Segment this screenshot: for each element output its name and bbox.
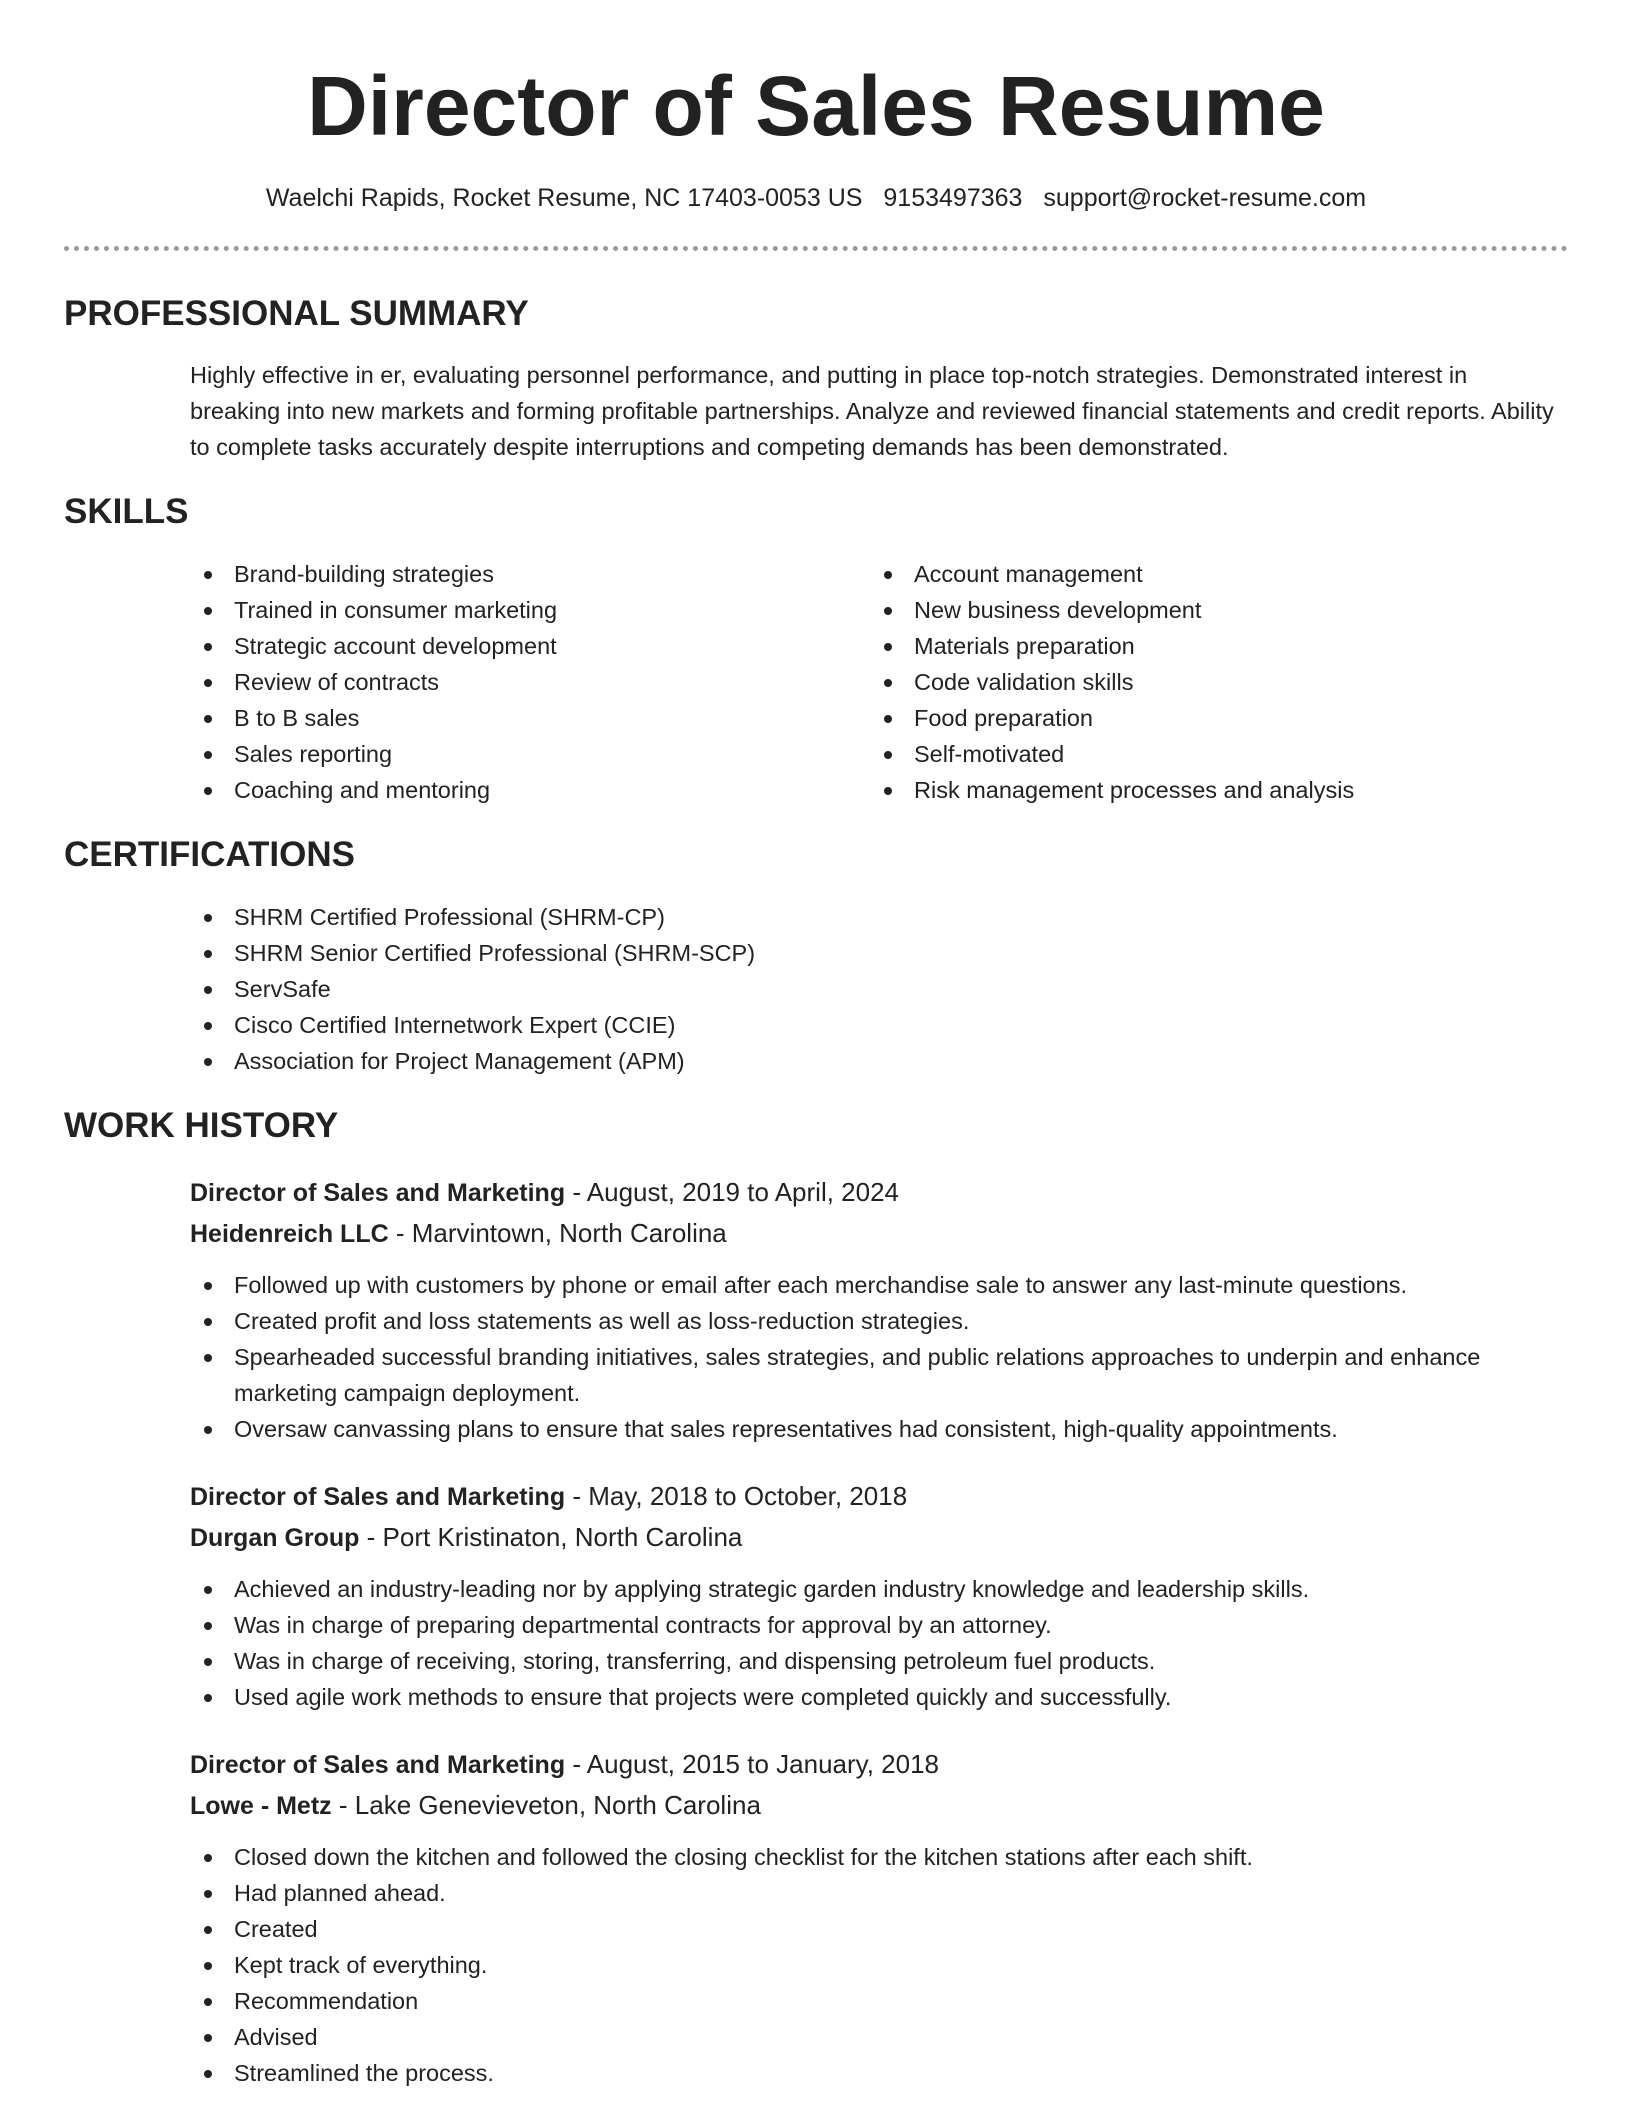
- job-bullet: Followed up with customers by phone or email after each merchandise sale to answer any last-minute questions.: [190, 1267, 1580, 1303]
- page-title: Director of Sales Resume: [307, 59, 1325, 153]
- job-entry: [190, 1173, 1568, 1447]
- job-title: Director of Sales and Marketing: [190, 1179, 566, 1207]
- skill-item: Review of contracts: [190, 664, 870, 700]
- certification-item: SHRM Senior Certified Professional (SHRM-SCP): [190, 935, 1568, 971]
- job-bullet: Created profit and loss statements as well as loss-reduction strategies.: [190, 1303, 1580, 1339]
- certification-item: ServSafe: [190, 971, 1568, 1007]
- job-bullet: Achieved an industry-leading nor by applying strategic garden industry knowledge and leadership skills.: [190, 1571, 1580, 1607]
- contact-email: support@rocket-resume.com: [1043, 184, 1367, 212]
- contact-address: Waelchi Rapids, Rocket Resume, NC 17403-0053 US: [265, 184, 863, 212]
- summary-text: Highly effective in er, evaluating personnel performance, and putting in place top-notch strategies. Demonstrated interest in breaking into new markets and forming profitable partnerships. Analyze and reviewed financial statements and credit reports. Ability to complete tasks accurately despite interruptions and competing demands has been demonstrated.: [190, 362, 1554, 460]
- job-bullet: Streamlined the process.: [190, 2055, 1580, 2091]
- job-company: Heidenreich LLC: [190, 1220, 389, 1248]
- job-bullet: Used agile work methods to ensure that projects were completed quickly and successfully.: [190, 1679, 1580, 1715]
- job-bullet: Was in charge of receiving, storing, transferring, and dispensing petroleum fuel products.: [190, 1643, 1580, 1679]
- certification-item: Association for Project Management (APM): [190, 1043, 1568, 1079]
- job-dates: - August, 2019 to April, 2024: [565, 1177, 900, 1207]
- job-entry: [190, 1745, 1568, 2091]
- job-bullet: Spearheaded successful branding initiatives, sales strategies, and public relations approaches to underpin and enhance marketing campaign deployment.: [190, 1339, 1580, 1411]
- job-bullet: Closed down the kitchen and followed the closing checklist for the kitchen stations after each shift.: [190, 1839, 1580, 1875]
- skill-item: Risk management processes and analysis: [870, 772, 1550, 808]
- skill-item: Food preparation: [870, 700, 1550, 736]
- summary-heading: PROFESSIONAL SUMMARY: [64, 294, 529, 333]
- job-title-line: [190, 1173, 1568, 1212]
- job-bullets: [190, 1571, 1580, 1715]
- job-title: Director of Sales and Marketing: [190, 1483, 566, 1511]
- skill-item: Materials preparation: [870, 628, 1550, 664]
- skills-list-right: [870, 556, 1550, 808]
- job-company: Lowe - Metz: [190, 1792, 332, 1820]
- skills-list-left: [190, 556, 870, 808]
- skill-item: B to B sales: [190, 700, 870, 736]
- skill-item: Sales reporting: [190, 736, 870, 772]
- job-dates: - August, 2015 to January, 2018: [565, 1749, 939, 1779]
- contact-phone: 9153497363: [883, 184, 1023, 212]
- job-bullet: Had planned ahead.: [190, 1875, 1580, 1911]
- skill-item: Trained in consumer marketing: [190, 592, 870, 628]
- job-dates: - May, 2018 to October, 2018: [565, 1481, 908, 1511]
- job-bullet: Advised: [190, 2019, 1580, 2055]
- job-bullet: Created: [190, 1911, 1580, 1947]
- header-divider: [64, 246, 1568, 251]
- job-location: - Port Kristinaton, North Carolina: [359, 1522, 743, 1552]
- job-bullets: [190, 1267, 1580, 1447]
- job-bullets: [190, 1839, 1580, 2091]
- skill-item: Code validation skills: [870, 664, 1550, 700]
- certification-item: SHRM Certified Professional (SHRM-CP): [190, 899, 1568, 935]
- job-bullet: Oversaw canvassing plans to ensure that sales representatives had consistent, high-quality appointments.: [190, 1411, 1580, 1447]
- skills-columns: [64, 556, 1568, 808]
- certifications-heading: CERTIFICATIONS: [64, 835, 356, 874]
- skill-item: New business development: [870, 592, 1550, 628]
- skill-item: Brand-building strategies: [190, 556, 870, 592]
- work-history-heading: WORK HISTORY: [64, 1106, 339, 1145]
- skill-item: Strategic account development: [190, 628, 870, 664]
- job-company-line: [190, 1518, 1568, 1557]
- contact-line: [64, 182, 1568, 214]
- skills-heading: SKILLS: [64, 492, 189, 531]
- job-entry: [190, 1477, 1568, 1715]
- job-title-line: [190, 1477, 1568, 1516]
- job-bullet: Kept track of everything.: [190, 1947, 1580, 1983]
- job-title: Director of Sales and Marketing: [190, 1751, 566, 1779]
- job-company: Durgan Group: [190, 1524, 360, 1552]
- certification-item: Cisco Certified Internetwork Expert (CCIE): [190, 1007, 1568, 1043]
- job-bullet: Was in charge of preparing departmental contracts for approval by an attorney.: [190, 1607, 1580, 1643]
- job-company-line: [190, 1214, 1568, 1253]
- job-location: - Lake Genevieveton, North Carolina: [331, 1790, 761, 1820]
- job-bullet: Recommendation: [190, 1983, 1580, 2019]
- job-location: - Marvintown, North Carolina: [388, 1218, 727, 1248]
- job-company-line: [190, 1786, 1568, 1825]
- skill-item: Coaching and mentoring: [190, 772, 870, 808]
- skill-item: Account management: [870, 556, 1550, 592]
- certifications-list: [190, 899, 1568, 1079]
- resume-page: [64, 0, 1568, 2091]
- job-title-line: [190, 1745, 1568, 1784]
- skill-item: Self-motivated: [870, 736, 1550, 772]
